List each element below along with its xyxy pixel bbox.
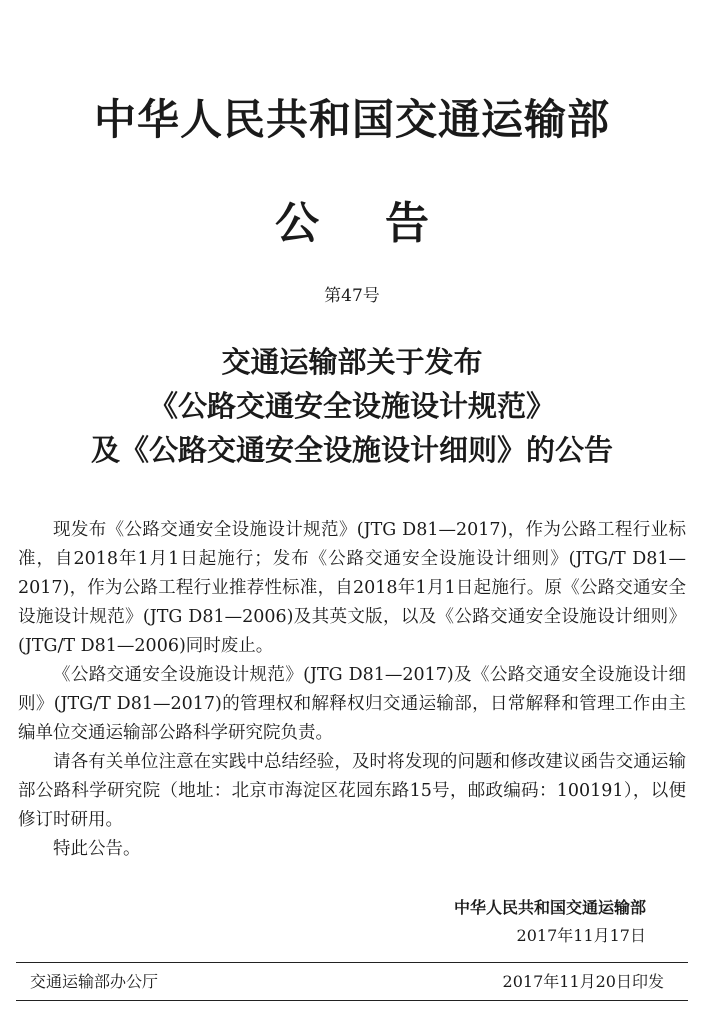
notice-title-line-3: 及《公路交通安全设施设计细则》的公告	[90, 433, 613, 467]
footer-top-rule	[16, 962, 688, 963]
footer-issuer: 交通运输部办公厅	[30, 972, 159, 991]
footer-print-date: 2017年11月20日印发	[502, 972, 664, 991]
issuing-organization-header: 中华人民共和国交通运输部	[93, 95, 610, 144]
notice-title-line-2: 《公路交通安全设施设计规范》	[148, 389, 555, 423]
document-type-heading: 公告	[275, 198, 495, 249]
body-paragraph-1: 现发布《公路交通安全设施设计规范》(JTG D81—2017)，作为公路工程行业标准，自2018年1月1日起施行；发布《公路交通安全设施设计细则》(JTG/T D81—2017)，作为公路工程行业推荐性标准，自2018年1月1日起施行。原《公路交通安全设施设计规范》(JTG D81—2006)及其英文版，以及《公路交通安全设施设计细则》(JTG/T D81—2006)同时废止。	[18, 520, 686, 656]
body-paragraph-4: 特此公告。	[53, 839, 141, 859]
body-paragraph-3: 请各有关单位注意在实践中总结经验，及时将发现的问题和修改建议函告交通运输部公路科学研究院（地址：北京市海淀区花园东路15号，邮政编码：100191），以便修订时研用。	[18, 752, 686, 830]
signature-date: 2017年11月17日	[516, 926, 646, 945]
signature-organization: 中华人民共和国交通运输部	[453, 898, 646, 917]
footer-bottom-rule	[16, 1000, 688, 1001]
notice-title-line-1: 交通运输部关于发布	[221, 345, 483, 379]
notice-body	[18, 516, 686, 864]
document-number: 第47号	[324, 286, 380, 306]
body-paragraph-2: 《公路交通安全设施设计规范》(JTG D81—2017)及《公路交通安全设施设计细则》(JTG/T D81—2017)的管理权和解释权归交通运输部，日常解释和管理工作由主编单位交通运输部公路科学研究院负责。	[18, 665, 686, 743]
notice-title	[0, 340, 704, 472]
